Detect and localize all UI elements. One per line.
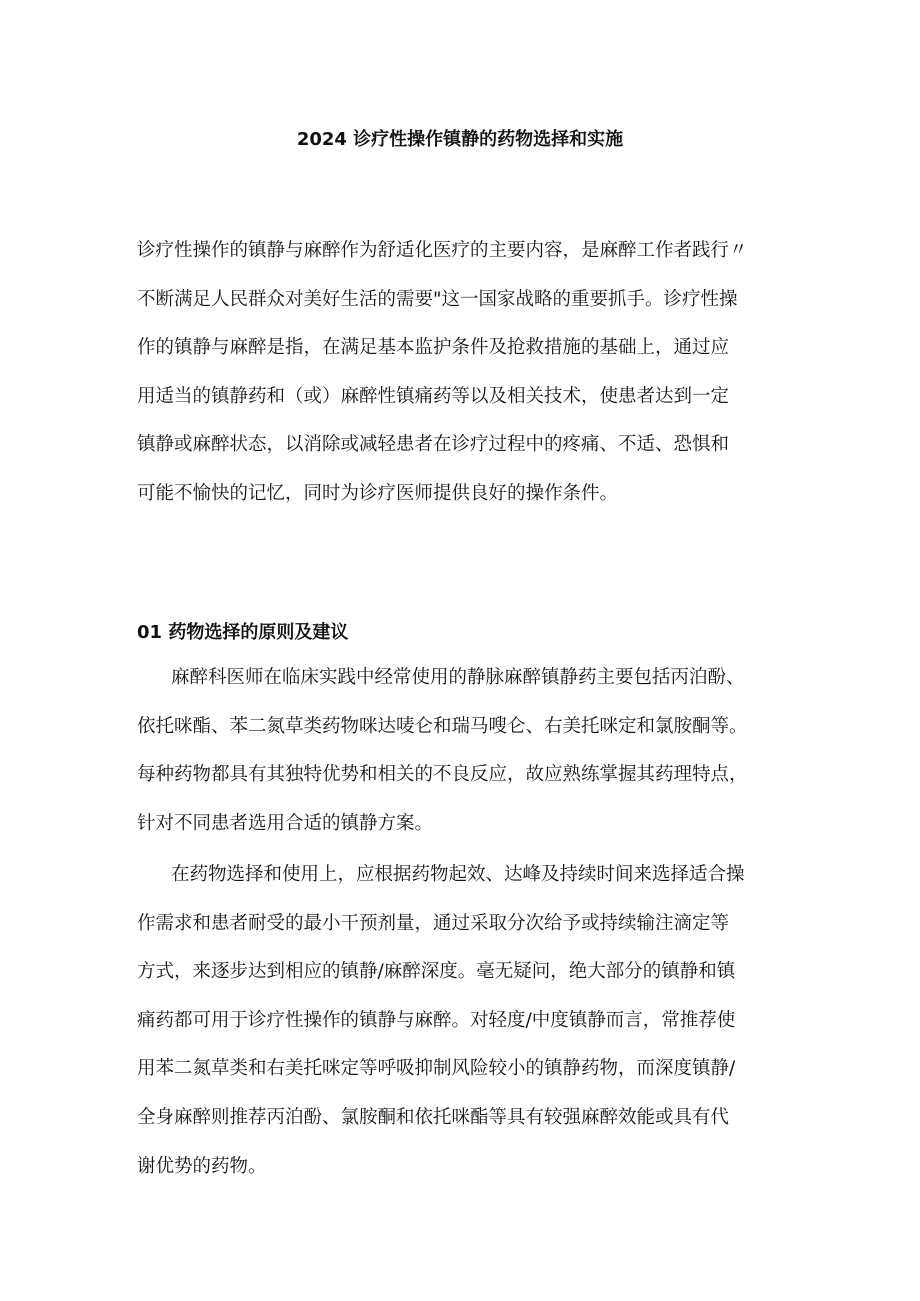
- section-paragraph-2: [137, 851, 797, 1191]
- paragraph-line: 用苯二氮草类和右美托咪定等呼吸抑制风险较小的镇静药物，而深度镇静/: [137, 1058, 736, 1080]
- intro-line: 诊疗性操作的镇静与麻醉作为舒适化医疗的主要内容，是麻醉工作者践行〃: [137, 240, 748, 261]
- paragraph-line: 谢优势的药物。: [137, 1155, 267, 1177]
- intro-line: 可能不愉快的记忆，同时为诊疗医师提供良好的操作条件。: [137, 482, 619, 504]
- section-heading: 01 药物选择的原则及建议: [137, 622, 349, 643]
- paragraph-line: 作需求和患者耐受的最小干预剂量，通过采取分次给予或持续输注滴定等: [137, 912, 730, 934]
- section-paragraph-1: [137, 654, 797, 848]
- document-title: 2024 诊疗性操作镇静的药物选择和实施: [296, 129, 624, 150]
- paragraph-line: 痛药都可用于诊疗性操作的镇静与麻醉。对轻度/中度镇静而言，常推荐使: [137, 1009, 736, 1031]
- intro-paragraph: [137, 227, 797, 519]
- intro-line: 镇静或麻醉状态，以消除或减轻患者在诊疗过程中的疼痛、不适、恐惧和: [137, 434, 730, 456]
- paragraph-line: 每种药物都具有其独特优势和相关的不良反应，故应熟练掌握其药理特点，: [137, 764, 748, 786]
- paragraph-line: 全身麻醉则推荐丙泊酚、氯胺酮和依托咪酯等具有较强麻醉效能或具有代: [137, 1106, 730, 1128]
- intro-line: 用适当的镇静药和（或）麻醉性镇痛药等以及相关技术，使患者达到一定: [137, 385, 730, 407]
- paragraph-line: 方式，来逐步达到相应的镇静/麻醉深度。毫无疑问，绝大部分的镇静和镇: [137, 961, 736, 983]
- paragraph-line: 在药物选择和使用上，应根据药物起效、达峰及持续时间来选择适合操: [171, 864, 745, 885]
- intro-line: 不断满足人民群众对美好生活的需要"这一国家战略的重要抓手。诊疗性操: [137, 288, 738, 310]
- paragraph-line: 麻醉科医师在临床实践中经常使用的静脉麻醉镇静药主要包括丙泊酚、: [171, 667, 745, 688]
- paragraph-line: 针对不同患者选用合适的镇静方案。: [137, 812, 434, 834]
- paragraph-line: 依托咪酯、苯二氮草类药物咪达唛仑和瑞马嗖仑、右美托咪定和氯胺酮等。: [137, 715, 748, 737]
- intro-line: 作的镇静与麻醉是指，在满足基本监护条件及抢救措施的基础上，通过应: [137, 337, 730, 359]
